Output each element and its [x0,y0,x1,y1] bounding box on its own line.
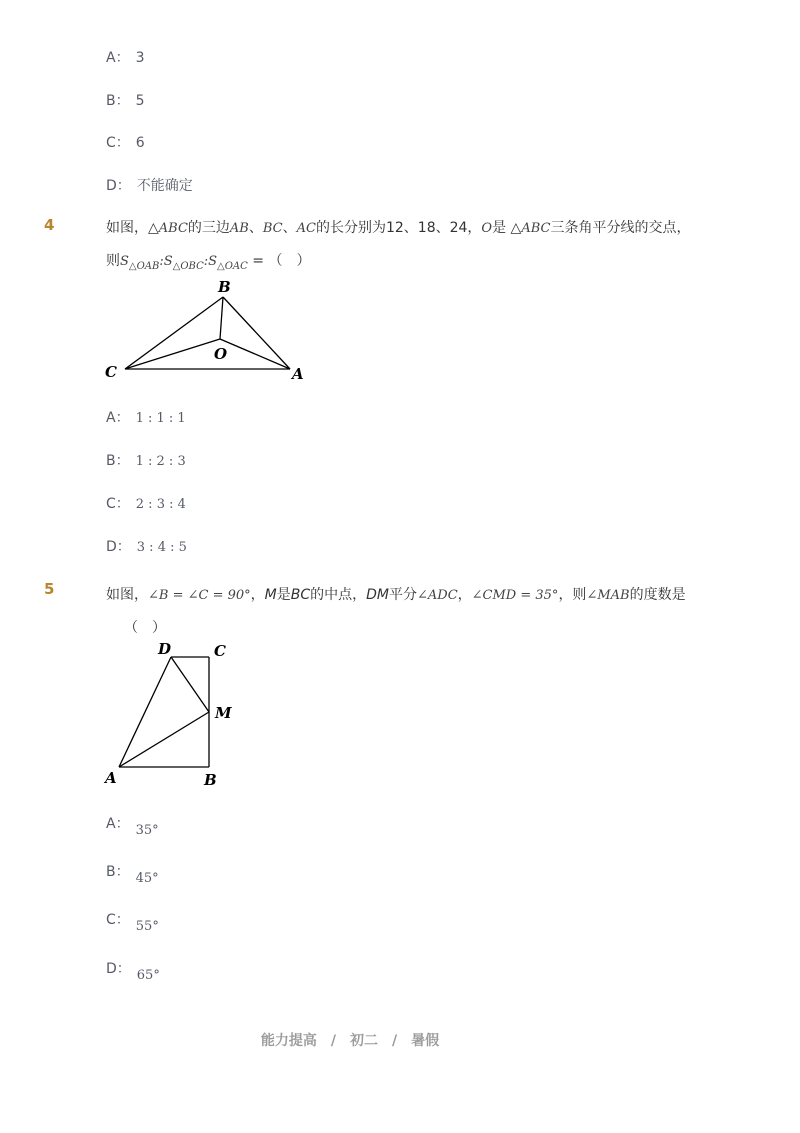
text: 是 [276,587,291,603]
math-m: M [264,587,277,603]
option-text: 5 [135,93,145,109]
q4-number: 4 [44,216,55,234]
vertex-label-a: A [292,365,304,383]
option-text: 3 : 4 : 5 [136,540,187,555]
text: 的中点， [310,587,367,603]
math-ac: AC [296,221,316,236]
option-text: 45° [135,871,159,886]
q5-option-b[interactable] [106,861,159,886]
text: 、 [282,220,297,236]
math-s: S [163,254,173,269]
text: 平分 [389,587,417,603]
q5-number: 5 [44,580,55,598]
math-sub: △OBC [172,261,204,272]
vertex-label-a: A [105,769,117,787]
math-colon: : [159,254,164,269]
q5-stem-line1 [106,584,686,604]
option-label: D： [106,539,131,555]
vertex-label-d: D [158,640,172,658]
math-s: S [208,254,218,269]
math-s: S [120,254,129,269]
option-label: B： [106,93,130,109]
math-abc: ABC [521,221,551,236]
q4-option-b[interactable] [106,450,186,470]
math-ab: AB [229,221,249,236]
math-colon: : [203,254,209,269]
math-sub: △OAB [128,261,160,272]
vertex-label-c: C [105,363,117,381]
math-angle-mab: ∠MAB [586,588,630,603]
q5-option-c[interactable] [106,909,159,934]
text: 如图，△ [106,220,159,236]
text: 的度数是 [629,587,686,603]
text: 三条角平分线的交点， [550,220,691,236]
option-text: 1 : 2 : 3 [135,454,186,469]
text: ，则 [558,587,587,603]
option-label: B： [106,453,130,469]
option-label: A： [106,410,130,426]
text: = （ ） [247,253,311,269]
option-text: 不能确定 [136,178,193,194]
math-angle-cmd: ∠CMD = 35° [471,588,559,603]
text: ， [250,587,265,603]
math-angle-adc: ∠ADC [417,588,458,603]
vertex-label-m: M [215,704,232,722]
option-label: C： [106,496,130,512]
option-text: 55° [135,919,159,934]
math-dm: DM [366,587,389,603]
math-sub: △OAC [217,261,248,272]
q5-stem-line2: （ ） [124,620,166,636]
math-abc: ABC [158,221,188,236]
vertex-label-b: B [204,771,217,789]
q3-option-d[interactable] [106,175,193,195]
q4-option-a[interactable] [106,407,186,427]
q4-stem-line2 [106,250,310,272]
q5-option-d[interactable] [106,958,160,983]
option-text: 2 : 3 : 4 [135,497,186,512]
vertex-label-c: C [214,642,226,660]
vertex-label-b: B [218,278,231,296]
q3-option-c[interactable] [106,132,145,152]
math-angle-bc: ∠B = ∠C = 90° [148,588,251,603]
q4-triangle-figure [100,275,315,385]
text: 是 △ [492,220,522,236]
q4-option-c[interactable] [106,493,186,513]
vertex-label-o: O [214,345,228,363]
option-text: 35° [135,823,159,838]
text: 则 [106,253,120,269]
page-footer: 能力提高 / 初二 / 暑假 [260,1033,440,1049]
option-label: C： [106,912,130,928]
option-text: 1 : 1 : 1 [135,411,186,426]
option-label: A： [106,50,130,66]
q4-stem-line1 [106,217,690,237]
option-label: C： [106,135,130,151]
option-text: 3 [135,50,145,66]
math-bc: BC [290,587,311,603]
option-text: 65° [136,968,160,983]
option-text: 6 [135,135,145,151]
q3-option-b[interactable] [106,90,145,110]
option-label: A： [106,816,130,832]
text: ， [457,587,472,603]
text: 的三边 [187,220,230,236]
math-o: O [481,221,493,236]
q5-quadrilateral-figure [100,638,245,790]
option-label: B： [106,864,130,880]
q3-option-a[interactable] [106,47,145,67]
text: 、 [248,220,263,236]
q5-option-a[interactable] [106,813,159,838]
text: 如图， [106,587,148,603]
option-label: D： [106,961,131,977]
option-label: D： [106,178,131,194]
q4-option-d[interactable] [106,536,187,556]
text: 的长分别为12、18、24， [315,220,482,236]
math-bc: BC [262,221,283,236]
